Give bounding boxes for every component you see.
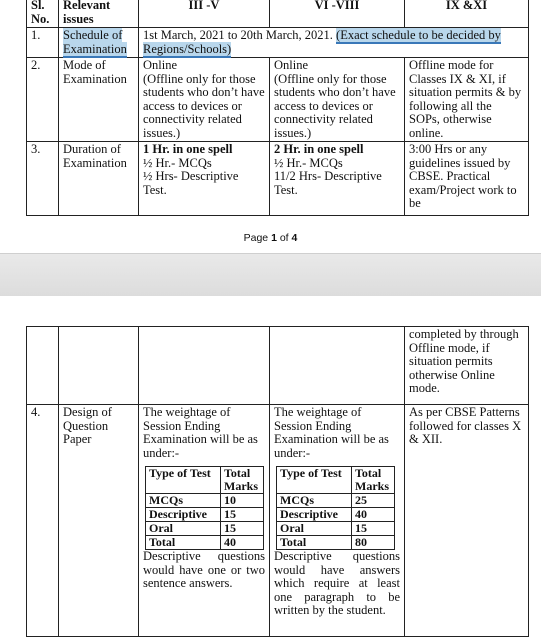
- mode-cell-3-5: Online (Offline only for those students who don’t have access to devices or connectivity related issues.): [139, 58, 270, 142]
- table-row: Total 80: [277, 536, 395, 550]
- weightage-table-6-8: [276, 466, 395, 550]
- design-cell-9-11: As per CBSE Patterns followed for classes X & XII.: [405, 405, 529, 637]
- row-issue: Duration of Examination: [59, 142, 139, 216]
- header-sl-no: Sl. No.: [27, 0, 59, 28]
- row-issue: Design of Question Paper: [59, 405, 139, 637]
- header-class-6-8: VI -VIII: [270, 0, 405, 28]
- col-total-marks: Total Marks: [352, 467, 395, 494]
- duration-cell-6-8: 2 Hr. in one spell ½ Hr.- MCQs 11/2 Hrs- Descriptive Test.: [270, 142, 405, 216]
- continued-cell: completed by through Offline mode, if situation permits otherwise Online mode.: [405, 327, 529, 405]
- table-row: Descriptive 15: [146, 508, 264, 522]
- header-class-9-11: IX &XI: [405, 0, 529, 28]
- table-header-row: [27, 0, 529, 28]
- table-row: MCQs 10: [146, 494, 264, 508]
- page-separator: [0, 253, 541, 298]
- schedule-highlight: (Exact schedule to be decided by Regions/Schools): [143, 28, 501, 56]
- col-type-of-test: Type of Test: [146, 467, 221, 494]
- table-row: [27, 327, 529, 405]
- exam-schedule-table: [26, 0, 529, 216]
- table-row: [27, 142, 529, 216]
- mode-cell-9-11: Offline mode for Classes IX & XI, if situation permits & by following all the SOPs, otherwise online.: [405, 58, 529, 142]
- schedule-cell: [139, 28, 529, 58]
- table-row: [27, 405, 529, 637]
- row-number: 1.: [27, 28, 59, 58]
- design-cell-6-8: The weightage of Session Ending Examination will be as under:- Type of Test Total Marks MCQs 25 Descriptive 40 Oral 15 Total 80 Descriptive questions would have answers which require at least one paragraph to be written by the student.: [270, 405, 405, 637]
- page-number: 1: [271, 232, 277, 244]
- table-row: Oral 15: [277, 522, 395, 536]
- table-row: Descriptive 40: [277, 508, 395, 522]
- row-number: 2.: [27, 58, 59, 142]
- table-row: MCQs 25: [277, 494, 395, 508]
- page-2: [0, 296, 541, 632]
- mode-cell-6-8: Online (Offline only for those students who don’t have access to devices or connectivity related issues.): [270, 58, 405, 142]
- col-total-marks: Total Marks: [221, 467, 264, 494]
- header-relevant-issues: Relevant issues: [59, 0, 139, 28]
- weightage-table-3-5: [145, 466, 264, 550]
- descriptive-note: Descriptive questions would have answers which require at least one paragraph to be written by the student.: [274, 549, 400, 617]
- duration-cell-3-5: 1 Hr. in one spell ½ Hr.- MCQs ½ Hrs- Descriptive Test.: [139, 142, 270, 216]
- page-footer: Page 1 of 4: [243, 232, 298, 244]
- header-class-3-5: III -V: [139, 0, 270, 28]
- design-cell-3-5: The weightage of Session Ending Examination will be as under:- Type of Test Total Marks MCQs 10 Descriptive 15 Oral 15 Total 40 Descriptive questions would have one or two sentence answers.: [139, 405, 270, 637]
- exam-schedule-table-continued: [26, 326, 529, 637]
- page-total: 4: [291, 232, 298, 244]
- table-row: [27, 28, 529, 58]
- row-issue: Mode of Examination: [59, 58, 139, 142]
- page-1: [0, 0, 541, 253]
- table-row: Oral 15: [146, 522, 264, 536]
- descriptive-note: Descriptive questions would have one or two sentence answers.: [143, 549, 265, 590]
- row-issue: Schedule of Examination: [59, 28, 139, 58]
- schedule-dates: 1st March, 2021 to 20th March, 2021.: [143, 28, 333, 42]
- row-number: 3.: [27, 142, 59, 216]
- table-row: Total 40: [146, 536, 264, 550]
- duration-cell-9-11: 3:00 Hrs or any guidelines issued by CBSE. Practical exam/Project work to be: [405, 142, 529, 216]
- row-number: 4.: [27, 405, 59, 637]
- col-type-of-test: Type of Test: [277, 467, 352, 494]
- table-row: [27, 58, 529, 142]
